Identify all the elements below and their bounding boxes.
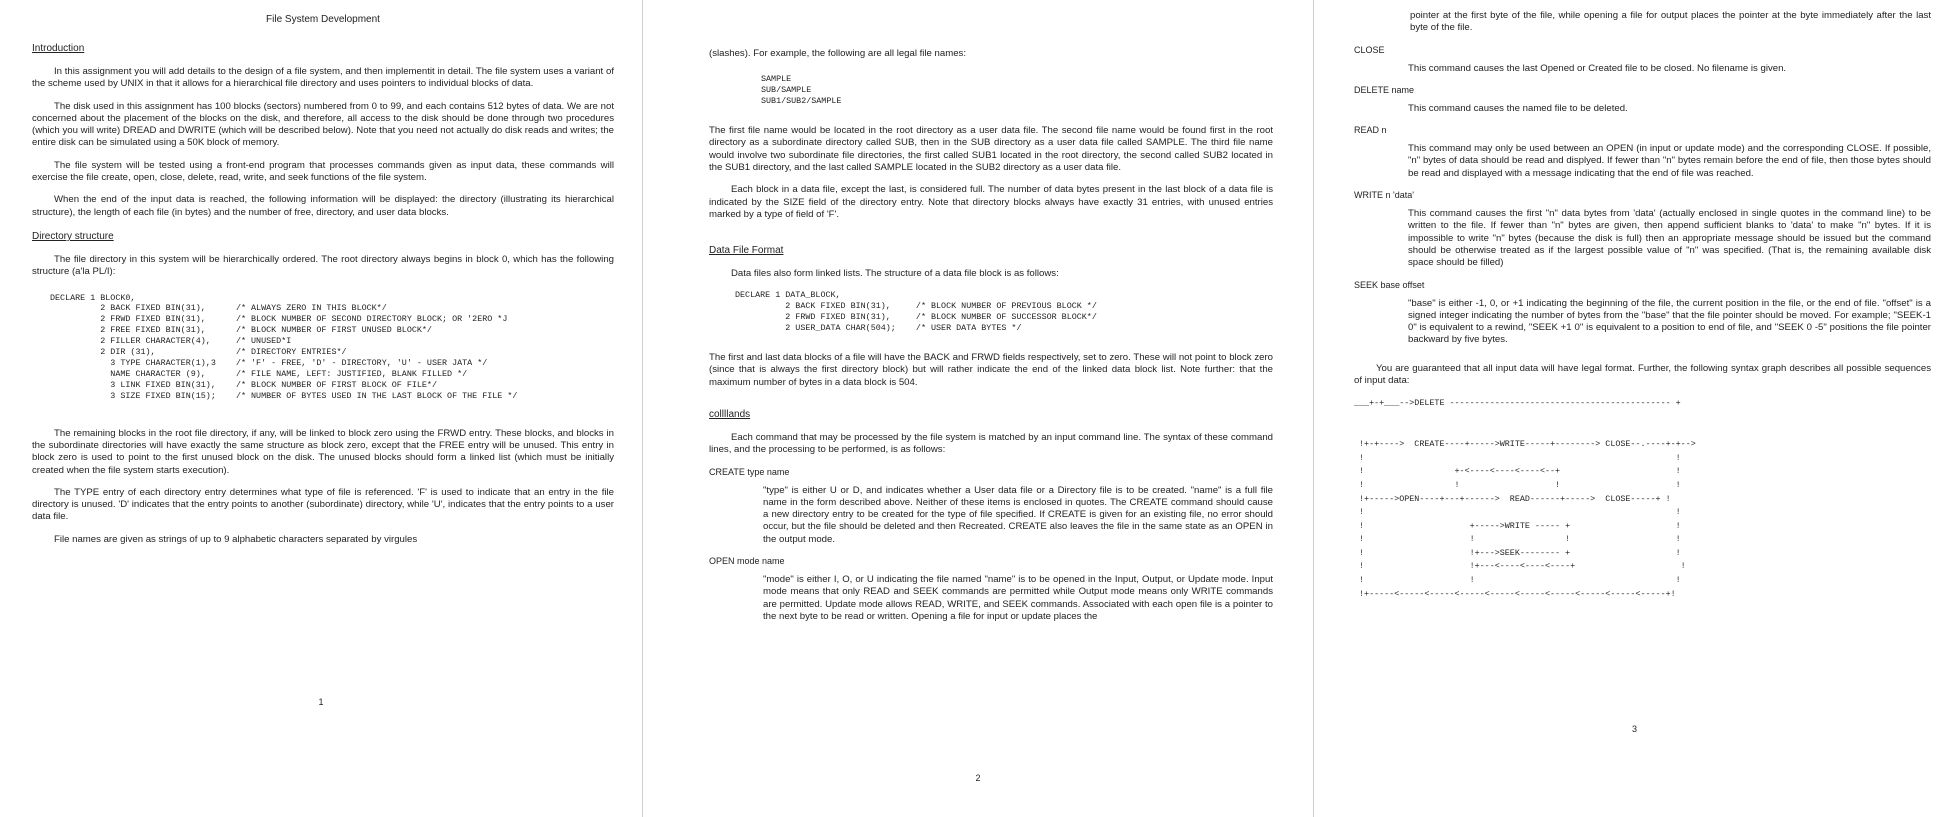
paragraph: Each command that may be processed by the file system is matched by an input command line. The syntax of these command lines, and the processing to be performed, is as follows: bbox=[709, 431, 1273, 456]
command-close-description: This command causes the last Opened or Created file to be closed. No filename is given. bbox=[1408, 62, 1787, 74]
document-page-3 bbox=[1313, 0, 1955, 817]
command-read-description: This command may only be used between an OPEN (in input or update mode) and the corresponding CLOSE. If possible, "n" bytes of data should be read and displyed. If fewer than "n" bytes remain before the end of file, then those bytes should be read and displayed with a message indicating that the end of file was reached. bbox=[1408, 143, 1931, 179]
paragraph: File names are given as strings of up to 9 alphabetic characters separated by virgules bbox=[54, 533, 418, 545]
command-read: READ n bbox=[1354, 125, 1387, 136]
command-open-description: "mode" is either I, O, or U indicating the file named "name" is to be opened in the Input, Output, or Update mode. Input mode means that only READ and SEEK commands are permitted while Output mode means only WRITE commands are permitted. Update mode allows READ, WRITE, and SEEK commands. Associated with each open file is a pointer to the next byte to be read or written. Opening a file for input or update places the bbox=[763, 573, 1273, 622]
document-page-2 bbox=[642, 0, 1313, 817]
code-block-declare-block0: DECLARE 1 BLOCK0, 2 BACK FIXED BIN(31), /* ALWAYS ZERO IN THIS BLOCK*/ 2 FRWD FIXED BIN(31), /* BLOCK NUMBER OF SECOND DIRECTORY BLOCK; OR '2ERO *J 2 FREE FIXED BIN(31), /* BLOCK NUMBER OF FIRST UNUSED BLOCK*/ 2 FILLER CHARACTER(4), /* UNUSED*I 2 DIR (31), /* DIRECTORY ENTRIES*/ 3 TYPE CHARACTER(1),3 /* 'F' - FREE, 'D' - DIRECTORY, 'U' - USER JATA */ NAME CHARACTER (9), /* FILE NAME, LEFT: JUSTIFIED, BLANK FILLED */ 3 LINK FIXED BIN(31), /* BLOCK NUMBER OF FIRST BLOCK OF FILE*/ 3 SIZE FIXED BIN(15); /* NUMBER OF BYTES USED IN THE LAST BLOCK OF THE FILE */ bbox=[50, 292, 518, 401]
command-seek: SEEK base offset bbox=[1354, 279, 1425, 290]
command-delete-description: This command causes the named file to be deleted. bbox=[1408, 102, 1628, 114]
command-close: CLOSE bbox=[1354, 44, 1385, 55]
paragraph: The file directory in this system will be hierarchically ordered. The root directory always begins in block 0, which has the following structure (a'la PL/I): bbox=[32, 253, 614, 278]
paragraph: The remaining blocks in the root file directory, if any, will be linked to block zero using the FRWD entry. These blocks, and blocks in the subordinate directories will have exactly the same structure as block zero, except that the FREE entry will be unused. This entry in block zero is used to point to the first unused block on the disk. The unused blocks should form a linked list (which must be initially created when the file system starts execution). bbox=[32, 427, 614, 476]
paragraph: When the end of the input data is reached, the following information will be displayed: the directory (illustrating its hierarchical structure), the length of each file (in bytes) and the number of free, directory, and user data blocks. bbox=[32, 194, 614, 218]
command-delete: DELETE name bbox=[1354, 84, 1415, 95]
heading-introduction: Introduction bbox=[32, 43, 85, 54]
paragraph: pointer at the first byte of the file, while opening a file for output places the pointer at the byte immediately after the last byte of the file. bbox=[1410, 10, 1931, 34]
paragraph: The TYPE entry of each directory entry determines what type of file is referenced. 'F' is used to indicate that an entry in the file directory is unused. 'D' indicates that the entry points to another (subordinate) directory, while 'U', indicates that the entry points to a user data file. bbox=[32, 486, 614, 523]
paragraph: The first file name would be located in the root directory as a user data file. The second file name would be found first in the root directory as a subordinate directory called SUB, then in the SUB directory as a user data file called SAMPLE. The third file name would involve two subordinate file directories, the first called SUB1 located in the root directory, the second called SUB2 located in the SUB1 directory, and the last called SAMPLE located in the SUB2 directory as a user data file. bbox=[709, 125, 1273, 173]
page-number: 2 bbox=[975, 773, 981, 783]
paragraph: Each block in a data file, except the last, is considered full. The number of data bytes present in the last block of a data file is indicated by the SIZE field of the directory entry. Note that directory blocks always have exactly 31 entries, with unused entries marked by a type of field of 'F'. bbox=[709, 184, 1273, 220]
command-write: WRITE n 'data' bbox=[1354, 190, 1414, 201]
command-create: CREATE type name bbox=[709, 466, 790, 477]
syntax-graph: ___+-+___-->DELETE -------------------------------------------- + !+-+----> CREATE----+----->WRITE-----+--------> CLOSE--.----+-+--> ! ! ! +-<----<----<----<--+ ! ! ! ! ! !+----->OPEN----+---+------> READ------+-----> CLOSE-----+ ! ! ! ! +----->WRITE ----- + ! ! ! ! ! ! !+--->SEEK-------- + ! ! !+---<----<----<----+ ! ! ! ! !+-----<-----<-----<-----<-----<-----<-----<-----<-----<-----+! bbox=[1354, 398, 1696, 599]
document-title: File System Development bbox=[266, 14, 380, 25]
paragraph: In this assignment you will add details to the design of a file system, and then implementit in detail. The file system uses a variant of the scheme used by UNIX in that it allows for a hierarchical file directory and uses pointers to individual blocks of data. bbox=[32, 66, 614, 90]
command-seek-description: "base" is either -1, 0, or +1 indicating the beginning of the file, the current position in the file, or the end of file. "offset" is a signed integer indicating the number of bytes from the "base" that the file pointer should be moved. For example; "SEEK-1 0" is equivalent to a rewind, "SEEK +1 0" is equivalent to a position to end of file, and "SEEK 0 -5" positions the file pointer backward by five bytes. bbox=[1408, 297, 1931, 346]
page-number: 3 bbox=[1631, 724, 1637, 734]
heading-commands: collllands bbox=[709, 408, 751, 420]
code-block-example-names: SAMPLE SUB/SAMPLE SUB1/SUB2/SAMPLE bbox=[761, 74, 842, 107]
paragraph: (slashes). For example, the following are all legal file names: bbox=[709, 48, 967, 59]
heading-data-file-format: Data File Format bbox=[709, 245, 784, 257]
command-open: OPEN mode name bbox=[709, 555, 785, 566]
page-number: 1 bbox=[318, 697, 324, 707]
code-block-declare-data-block: DECLARE 1 DATA_BLOCK, 2 BACK FIXED BIN(31), /* BLOCK NUMBER OF PREVIOUS BLOCK */ 2 FRWD FIXED BIN(31), /* BLOCK NUMBER OF SUCCESSOR BLOCK*/ 2 USER_DATA CHAR(504); /* USER DATA BYTES */ bbox=[735, 290, 1097, 334]
paragraph: The disk used in this assignment has 100 blocks (sectors) numbered from 0 to 99, and each contains 512 bytes of data. We are not concerned about the placement of the blocks on the disk, and therefore, all access to the disk should be done through two procedures (which you will write) DREAD and DWRITE (which will be described below). Note that you need not actually do disk reads and writes; the entire disk can be simulated using a 50K block of memory. bbox=[32, 100, 614, 149]
paragraph: The first and last data blocks of a file will have the BACK and FRWD fields respectively, set to zero. These will not point to block zero (since that is always the first directory block) but will rather indicate the end of the linked data block list. Note further: that the maximum number of bytes in a data block is 504. bbox=[709, 352, 1273, 388]
paragraph: The file system will be tested using a front-end program that processes commands given as input data, these commands will exercise the file create, open, close, delete, read, write, and seek functions of the file system. bbox=[32, 159, 614, 184]
command-write-description: This command causes the first "n" data bytes from 'data' (actually enclosed in single quotes in the command line) to be written to the file. If fewer than "n" bytes are given, then append sufficient blanks to 'data' to make "n" bytes. If it is impossible to write "n" bytes (because the disk is full) then an appropriate message should be issued but the command should be otherwise treated as if the largest possible value of "n" was specified. (That is, the remaining available disk space should be filled) bbox=[1408, 208, 1931, 269]
paragraph: Data files also form linked lists. The structure of a data file block is as follows: bbox=[731, 268, 1059, 280]
command-create-description: "type" is either U or D, and indicates whether a User data file or a Directory file is to be created. "name" is a full file name in the form described above. Neither of these items is enclosed in quotes. The CREATE command should cause a new directory entry to be created for the type of file specified. If CREATE is given for an existing file, no error should occur, but the file should be deleted and then Recreated. CREATE also leaves the file in the same state as an OPEN in the output mode. bbox=[763, 484, 1273, 545]
document-page-1 bbox=[0, 0, 642, 817]
paragraph: You are guaranteed that all input data will have legal format. Further, the following syntax graph describes all possible sequences of input data: bbox=[1354, 362, 1931, 387]
heading-directory-structure: Directory structure bbox=[32, 230, 114, 242]
